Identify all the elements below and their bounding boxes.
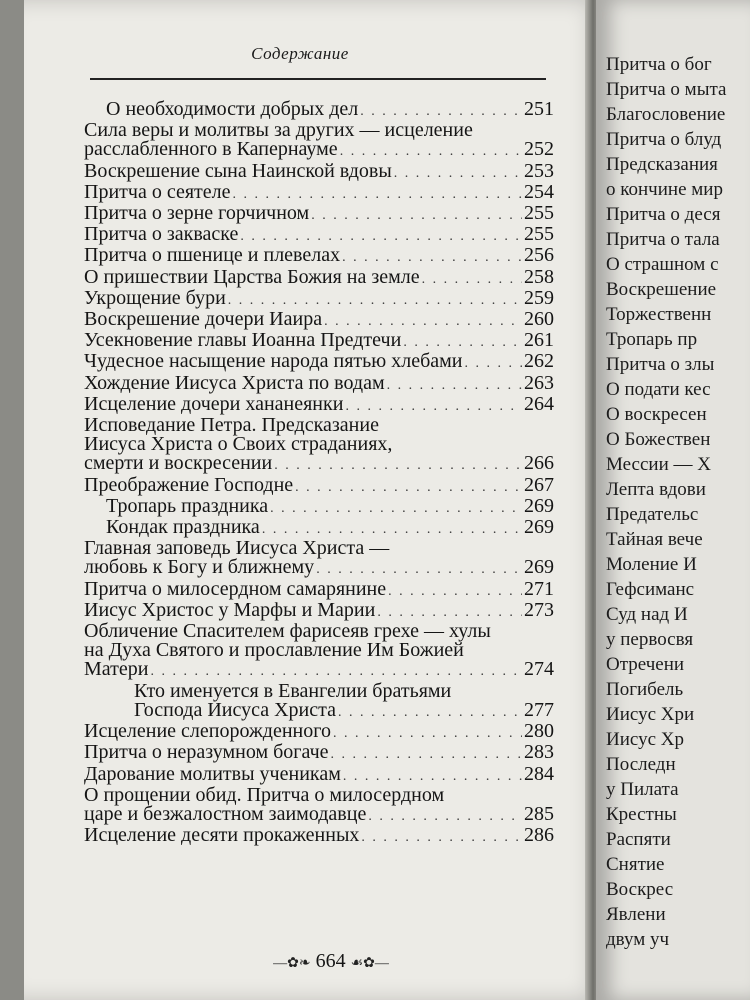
toc-entry bbox=[84, 598, 554, 622]
facing-page-line: Притча о мыта bbox=[606, 79, 727, 100]
dot-leader bbox=[311, 206, 522, 225]
toc-entry bbox=[84, 473, 554, 497]
dot-leader bbox=[150, 662, 522, 681]
toc-entry-title: Притча о зерне горчичном bbox=[84, 202, 310, 225]
facing-page-text bbox=[606, 52, 750, 952]
dot-leader bbox=[333, 724, 522, 743]
toc-entry-page: 273 bbox=[524, 598, 554, 621]
toc-entry-page: 258 bbox=[524, 265, 554, 288]
dot-leader bbox=[331, 745, 522, 764]
toc-entry-page: 280 bbox=[524, 720, 554, 743]
toc-entry bbox=[84, 518, 554, 539]
toc-entry bbox=[84, 722, 554, 743]
toc-entry-page: 277 bbox=[524, 698, 554, 721]
toc-entry bbox=[84, 679, 554, 722]
facing-page-line: Торжественн bbox=[606, 304, 712, 325]
toc-entry-title: Притча о пшенице и плевелах bbox=[84, 244, 341, 267]
toc-entry-page: 269 bbox=[524, 494, 554, 517]
toc-entry-title: смерти и воскресении bbox=[84, 452, 273, 475]
facing-page-line: Притча о бог bbox=[606, 54, 712, 75]
toc-entry bbox=[84, 100, 554, 121]
table-of-contents bbox=[84, 100, 554, 847]
toc-entry-page: 253 bbox=[524, 159, 554, 182]
toc-entry-title: Дарование молитвы ученикам bbox=[84, 762, 341, 785]
toc-entry-title: Притча о закваске bbox=[84, 223, 239, 246]
facing-page-line: Погибель bbox=[606, 679, 684, 700]
facing-page-line: Гефсиманс bbox=[606, 579, 695, 600]
toc-entry bbox=[84, 159, 554, 183]
toc-entry-page: 255 bbox=[524, 223, 554, 246]
toc-entry-page: 255 bbox=[524, 202, 554, 225]
left-ornament-icon: —✿❧ bbox=[273, 956, 311, 971]
toc-entry bbox=[84, 371, 554, 395]
dot-leader bbox=[387, 376, 522, 395]
toc-entry-title: О необходимости добрых дел bbox=[106, 98, 359, 120]
toc-entry-title: на Духа Святого и прославление Им Божией bbox=[84, 639, 464, 662]
toc-entry-page: 251 bbox=[524, 98, 554, 120]
toc-entry-title: Исповедание Петра. Предсказание bbox=[84, 414, 379, 437]
toc-entry-title: Хождение Иисуса Христа по водам bbox=[84, 371, 385, 394]
toc-entry-page: 284 bbox=[524, 762, 554, 785]
facing-page-line: двум уч bbox=[606, 929, 670, 950]
toc-entry-title: Притча о неразумном богаче bbox=[84, 741, 329, 764]
facing-page-line: Снятие bbox=[606, 854, 665, 875]
toc-entry-page: 264 bbox=[524, 392, 554, 415]
facing-page-line: Тайная вече bbox=[606, 529, 703, 550]
toc-entry-title: Укрощение бури bbox=[84, 286, 226, 309]
toc-entry-page: 271 bbox=[524, 577, 554, 600]
dot-leader bbox=[464, 354, 522, 373]
toc-entry-page: 256 bbox=[524, 244, 554, 267]
toc-entry-title: О прощении обид. Притча о милосердном bbox=[84, 783, 445, 806]
toc-entry-page: 254 bbox=[524, 180, 554, 203]
facing-page-line: Моление И bbox=[606, 554, 697, 575]
toc-entry bbox=[84, 352, 554, 373]
dot-leader bbox=[422, 270, 522, 289]
facing-page-line: Последн bbox=[606, 754, 676, 775]
toc-entry-title: Притча о сеятеле bbox=[84, 180, 231, 203]
toc-entry bbox=[84, 246, 554, 267]
toc-entry bbox=[84, 286, 554, 310]
facing-page-line: Распяти bbox=[606, 829, 671, 850]
facing-page-line: Воскрес bbox=[606, 879, 674, 900]
toc-entry bbox=[84, 762, 554, 786]
toc-entry bbox=[84, 577, 554, 601]
dot-leader bbox=[368, 807, 522, 826]
toc-entry-page: 262 bbox=[524, 350, 554, 373]
toc-entry-page: 267 bbox=[524, 473, 554, 496]
facing-page-line: О подати кес bbox=[606, 379, 711, 400]
dot-leader bbox=[340, 142, 522, 161]
toc-entry-page: 285 bbox=[524, 802, 554, 825]
toc-entry-page: 252 bbox=[524, 138, 554, 161]
dot-leader bbox=[270, 499, 522, 518]
toc-entry-title: Преображение Господне bbox=[84, 473, 294, 496]
toc-entry-title: Воскрешение сына Наинской вдовы bbox=[84, 159, 392, 182]
dot-leader bbox=[343, 767, 522, 786]
toc-entry-title: Кто именуется в Евангелии братьями bbox=[134, 679, 452, 702]
toc-entry-page: 260 bbox=[524, 308, 554, 331]
facing-page-line: о кончине мир bbox=[606, 179, 723, 200]
facing-page-line: у Пилата bbox=[606, 779, 679, 800]
toc-entry-title: Исцеление слепорожденного bbox=[84, 720, 331, 743]
facing-page-line: у первосвя bbox=[606, 629, 694, 650]
toc-entry-title: Тропарь праздника bbox=[106, 494, 269, 517]
toc-entry-title: Иисус Христос у Марфы и Марии bbox=[84, 598, 376, 621]
toc-entry bbox=[84, 392, 554, 416]
toc-entry bbox=[84, 225, 554, 246]
facing-page-line: Предательс bbox=[606, 504, 699, 525]
toc-entry-title: Сила веры и молитвы за других — исцеление bbox=[84, 119, 473, 142]
toc-entry bbox=[84, 331, 554, 352]
dot-leader bbox=[295, 478, 522, 497]
toc-entry-page: 274 bbox=[524, 658, 554, 681]
toc-entry-title: Господа Иисуса Христа bbox=[134, 698, 337, 721]
page-header-title: Содержание bbox=[251, 44, 349, 63]
toc-entry-page: 286 bbox=[524, 824, 554, 847]
facing-page-line: Крестны bbox=[606, 804, 677, 825]
toc-entry-title: Матери bbox=[84, 658, 149, 681]
facing-page-line: Иисус Хри bbox=[606, 704, 695, 725]
header-rule bbox=[90, 78, 546, 80]
dot-leader bbox=[388, 582, 522, 601]
toc-entry-title: любовь к Богу и ближнему bbox=[84, 556, 315, 579]
facing-page-line: Притча о блуд bbox=[606, 129, 722, 150]
dot-leader bbox=[338, 703, 522, 722]
facing-page-line: Явлени bbox=[606, 904, 666, 925]
toc-entry bbox=[84, 204, 554, 225]
facing-page-line: Суд над И bbox=[606, 604, 688, 625]
toc-entry-title: царе и безжалостном заимодавце bbox=[84, 802, 367, 825]
toc-entry bbox=[84, 539, 554, 579]
toc-entry-title: Исцеление десяти прокаженных bbox=[84, 824, 360, 847]
dot-leader bbox=[316, 560, 522, 579]
facing-page-line: Иисус Хр bbox=[606, 729, 684, 750]
toc-entry-page: 269 bbox=[524, 516, 554, 539]
toc-entry bbox=[84, 826, 554, 847]
facing-page-line: Притча о деся bbox=[606, 204, 721, 225]
facing-page-line: Притча о злы bbox=[606, 354, 715, 375]
toc-entry-title: Усекновение главы Иоанна Предтечи bbox=[84, 329, 402, 352]
toc-entry-page: 261 bbox=[524, 329, 554, 352]
toc-entry-title: Кондак праздника bbox=[106, 516, 260, 539]
toc-entry-page: 263 bbox=[524, 371, 554, 394]
facing-page-line: Лепта вдови bbox=[606, 479, 706, 500]
toc-entry-title: Притча о милосердном самарянине bbox=[84, 577, 387, 600]
toc-entry-page: 269 bbox=[524, 556, 554, 579]
toc-entry-title: Исцеление дочери хананеянки bbox=[84, 392, 344, 415]
toc-entry bbox=[84, 783, 554, 826]
toc-entry-page: 283 bbox=[524, 741, 554, 764]
toc-entry bbox=[84, 622, 554, 682]
page-number: 664 bbox=[315, 950, 346, 972]
toc-entry-title: Главная заповедь Иисуса Христа — bbox=[84, 537, 390, 560]
toc-entry-title: расслабленного в Капернауме bbox=[84, 138, 338, 161]
dot-leader bbox=[394, 164, 522, 183]
toc-entry bbox=[84, 494, 554, 518]
right-ornament-icon: ☙✿— bbox=[350, 956, 389, 971]
facing-page-line: Воскрешение bbox=[606, 279, 717, 300]
facing-page-line: Предсказания bbox=[606, 154, 718, 175]
dot-leader bbox=[361, 828, 522, 847]
facing-page-line: О Божествен bbox=[606, 429, 711, 450]
toc-entry bbox=[84, 743, 554, 764]
toc-entry bbox=[84, 310, 554, 331]
dot-leader bbox=[342, 248, 522, 267]
facing-page-line: Мессии — Х bbox=[606, 454, 711, 475]
facing-page-line: Благословение bbox=[606, 104, 726, 125]
facing-page-line: Отречени bbox=[606, 654, 685, 675]
toc-entry bbox=[84, 416, 554, 476]
toc-entry bbox=[84, 121, 554, 161]
page-footer bbox=[266, 950, 396, 973]
toc-entry-title: Обличение Спасителем фарисеяв грехе — хулы bbox=[84, 620, 491, 643]
dot-leader bbox=[274, 456, 522, 475]
facing-page-line: Тропарь пр bbox=[606, 329, 698, 350]
toc-entry-title: Иисуса Христа о Своих страданиях, bbox=[84, 433, 393, 456]
facing-page-line: Притча о тала bbox=[606, 229, 720, 250]
toc-entry-title: Воскрешение дочери Иаира bbox=[84, 308, 323, 331]
facing-page-line: О воскресен bbox=[606, 404, 707, 425]
toc-entry-page: 266 bbox=[524, 452, 554, 475]
toc-entry-title: Чудесное насыщение народа пятью хлебами bbox=[84, 350, 463, 373]
toc-entry bbox=[84, 180, 554, 204]
toc-entry bbox=[84, 265, 554, 289]
toc-entry-title: О пришествии Царства Божия на земле bbox=[84, 265, 420, 288]
toc-entry-page: 259 bbox=[524, 286, 554, 309]
facing-page-line: О страшном с bbox=[606, 254, 719, 275]
